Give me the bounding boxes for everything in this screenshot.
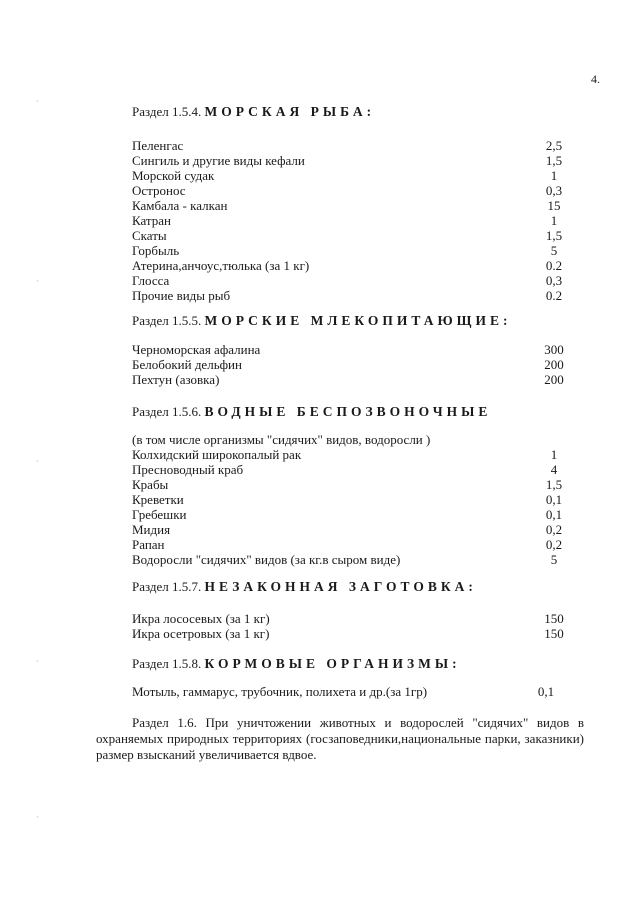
section-note: (в том числе организмы "сидячих" видов, водоросли ) (132, 432, 431, 447)
item-value: 1,5 (545, 153, 563, 168)
item-value: 0,3 (545, 183, 563, 198)
section-prefix: Раздел 1.5.8. (132, 656, 202, 671)
item-value: 0,3 (545, 273, 563, 288)
section-prefix: Раздел 1.5.5. (132, 313, 202, 328)
item-name: Пеленгас (132, 138, 184, 153)
item-name: Остронос (132, 183, 186, 198)
list-item (132, 342, 572, 357)
item-name: Глосса (132, 273, 170, 288)
item-name: Сингиль и другие виды кефали (132, 153, 305, 168)
margin-mark: ⸳ (36, 453, 39, 466)
list-item (132, 507, 572, 522)
list-item (132, 168, 572, 183)
list-item (132, 522, 572, 537)
aquatic-invertebrates-list (132, 447, 572, 567)
item-value: 300 (544, 342, 564, 357)
item-value: 1 (550, 447, 558, 462)
section-title: МОРСКИЕ МЛЕКОПИТАЮЩИЕ: (204, 313, 512, 328)
item-value: 2,5 (545, 138, 563, 153)
item-name: Катран (132, 213, 171, 228)
item-value: 4 (550, 462, 558, 477)
list-item (132, 198, 572, 213)
item-value: 0,1 (545, 492, 563, 507)
section-heading-aquatic-invertebrates (132, 404, 582, 420)
item-value: 200 (544, 357, 564, 372)
section-title: НЕЗАКОННАЯ ЗАГОТОВКА: (204, 579, 477, 594)
section-heading-marine-fish (132, 104, 582, 120)
list-item (132, 357, 572, 372)
list-item (132, 552, 572, 567)
list-item (132, 153, 572, 168)
margin-mark: ⸳ (36, 273, 39, 286)
item-name: Пехтун (азовка) (132, 372, 220, 387)
section-heading-feed-organisms (132, 656, 582, 672)
list-item (132, 626, 572, 641)
section-prefix: Раздел 1.5.4. (132, 104, 202, 119)
list-item (132, 462, 572, 477)
page-number: 4. (591, 72, 600, 86)
item-value: 200 (544, 372, 564, 387)
item-name: Атерина,анчоус,тюлька (за 1 кг) (132, 258, 310, 273)
footnote-paragraph (96, 715, 584, 763)
list-item (132, 537, 572, 552)
marine-mammals-list (132, 342, 572, 387)
item-value: 15 (547, 198, 561, 213)
marine-fish-list (132, 138, 572, 303)
list-item (132, 243, 572, 258)
list-item (132, 258, 572, 273)
item-value: 5 (550, 243, 558, 258)
item-name: Камбала - калкан (132, 198, 228, 213)
section-heading-marine-mammals (132, 313, 582, 329)
list-item (132, 611, 572, 626)
list-item (132, 288, 572, 303)
item-name: Пресноводный краб (132, 462, 244, 477)
item-value: 0,2 (545, 537, 563, 552)
list-item (132, 372, 572, 387)
item-name: Гребешки (132, 507, 187, 522)
item-name: Рапан (132, 537, 165, 552)
item-value: 1,5 (545, 477, 563, 492)
item-value: 1 (550, 168, 558, 183)
item-name: Прочие виды рыб (132, 288, 231, 303)
item-value: 0.2 (545, 258, 563, 273)
list-item (132, 273, 572, 288)
item-value: 0,1 (545, 507, 563, 522)
item-value: 0,1 (537, 684, 555, 699)
footnote-text: Раздел 1.6. При уничтожении животных и водорослей "сидячих" видов в охраняемых природных территориях (госзаповедники,национальные парки, заказники) размер взысканий увеличивается вдвое. (96, 715, 584, 762)
item-name: Мотыль, гаммарус, трубочник, полихета и др.(за 1гр) (132, 684, 428, 699)
margin-mark: ⸳ (36, 809, 39, 822)
section-heading-illegal-harvesting (132, 579, 582, 595)
section-prefix: Раздел 1.5.7. (132, 579, 202, 594)
item-name: Черноморская афалина (132, 342, 261, 357)
item-value: 1 (550, 213, 558, 228)
item-name: Крабы (132, 477, 169, 492)
list-item (132, 228, 572, 243)
list-item (132, 183, 572, 198)
item-name: Скаты (132, 228, 167, 243)
item-name: Белобокий дельфин (132, 357, 242, 372)
item-name: Водоросли "сидячих" видов (за кг.в сыром виде) (132, 552, 401, 567)
list-item (132, 684, 572, 699)
item-value: 1,5 (545, 228, 563, 243)
list-item (132, 138, 572, 153)
margin-mark: ⸳ (36, 93, 39, 106)
illegal-harvesting-list (132, 611, 572, 641)
section-title: КОРМОВЫЕ ОРГАНИЗМЫ: (204, 656, 461, 671)
item-name: Креветки (132, 492, 184, 507)
section-title: МОРСКАЯ РЫБА: (204, 104, 376, 119)
list-item (132, 213, 572, 228)
section-title: ВОДНЫЕ БЕСПОЗВОНОЧНЫЕ (204, 404, 492, 419)
item-name: Горбыль (132, 243, 180, 258)
item-value: 0.2 (545, 288, 563, 303)
item-value: 0,2 (545, 522, 563, 537)
item-name: Морской судак (132, 168, 215, 183)
item-value: 150 (544, 611, 564, 626)
list-item (132, 492, 572, 507)
margin-mark: ⸳ (36, 653, 39, 666)
item-value: 150 (544, 626, 564, 641)
list-item (132, 447, 572, 462)
item-name: Икра осетровых (за 1 кг) (132, 626, 270, 641)
item-name: Икра лососевых (за 1 кг) (132, 611, 270, 626)
item-value: 5 (550, 552, 558, 567)
item-name: Колхидский широкопалый рак (132, 447, 302, 462)
feed-organisms-list (132, 684, 572, 699)
item-name: Мидия (132, 522, 171, 537)
section-prefix: Раздел 1.5.6. (132, 404, 202, 419)
list-item (132, 477, 572, 492)
